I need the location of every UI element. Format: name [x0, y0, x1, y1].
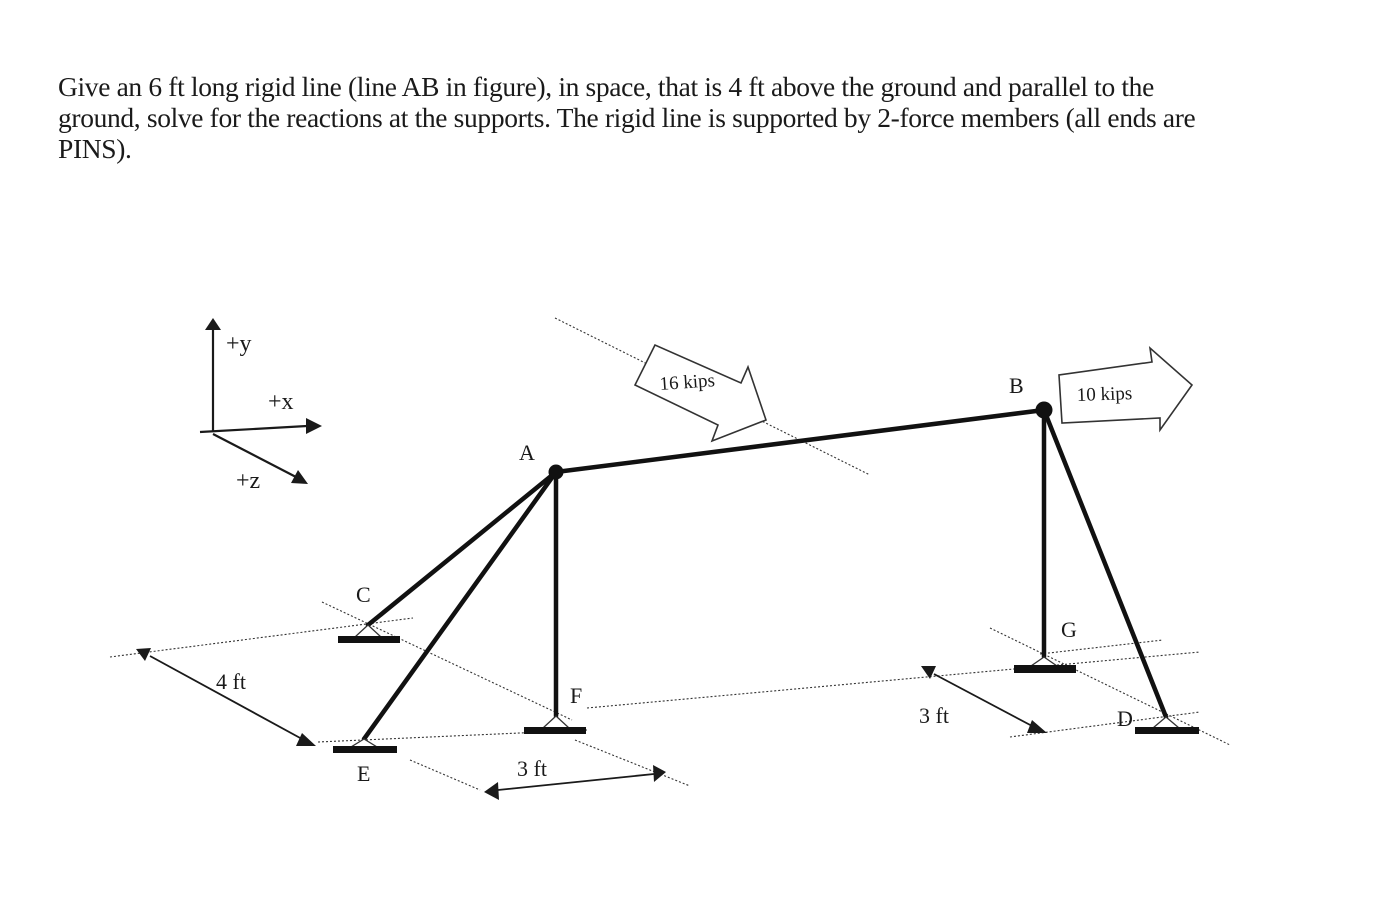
problem-line-1: Give an 6 ft long rigid line (line AB in figure), in space, that is 4 ft above the ground and parallel to the: [58, 71, 1154, 102]
point-label-f: F: [570, 683, 583, 708]
point-label-c: C: [356, 582, 371, 607]
support-g: [1014, 657, 1076, 673]
dimension-4ft: [136, 648, 316, 746]
problem-line-3: PINS).: [58, 133, 132, 164]
support-f: [524, 716, 586, 734]
point-label-e: E: [357, 761, 371, 786]
members: [364, 410, 1166, 739]
pin-b: [1036, 402, 1053, 419]
problem-line-2: ground, solve for the reactions at the supports. The rigid line is supported by 2-force members (all ends are: [58, 102, 1196, 133]
pin-a: [549, 465, 564, 480]
coordinate-axes: [200, 318, 322, 494]
z-axis-label: +z: [236, 468, 261, 494]
point-label-a: A: [519, 440, 535, 465]
point-label-g: G: [1061, 617, 1077, 642]
point-label-d: D: [1117, 706, 1133, 731]
load-10-kips-label: 10 kips: [1076, 383, 1133, 406]
dimension-3ft-front: [484, 765, 666, 800]
y-axis-label: +y: [226, 331, 252, 357]
support-c: [338, 625, 400, 643]
load-16-kips-arrow: [635, 345, 766, 441]
dimension-label-4ft: 4 ft: [216, 669, 246, 694]
y-axis-arrowhead: [205, 318, 221, 330]
point-label-b: B: [1009, 373, 1024, 398]
rigid-line-ab: [556, 410, 1044, 472]
load-16-kips-label: 16 kips: [658, 370, 716, 395]
x-axis-arrowhead: [306, 418, 322, 434]
dimension-label-3ft-right: 3 ft: [919, 703, 949, 728]
x-axis-label: +x: [268, 389, 294, 415]
dimension-label-3ft-front: 3 ft: [517, 756, 547, 781]
z-axis-arrowhead: [291, 470, 308, 484]
